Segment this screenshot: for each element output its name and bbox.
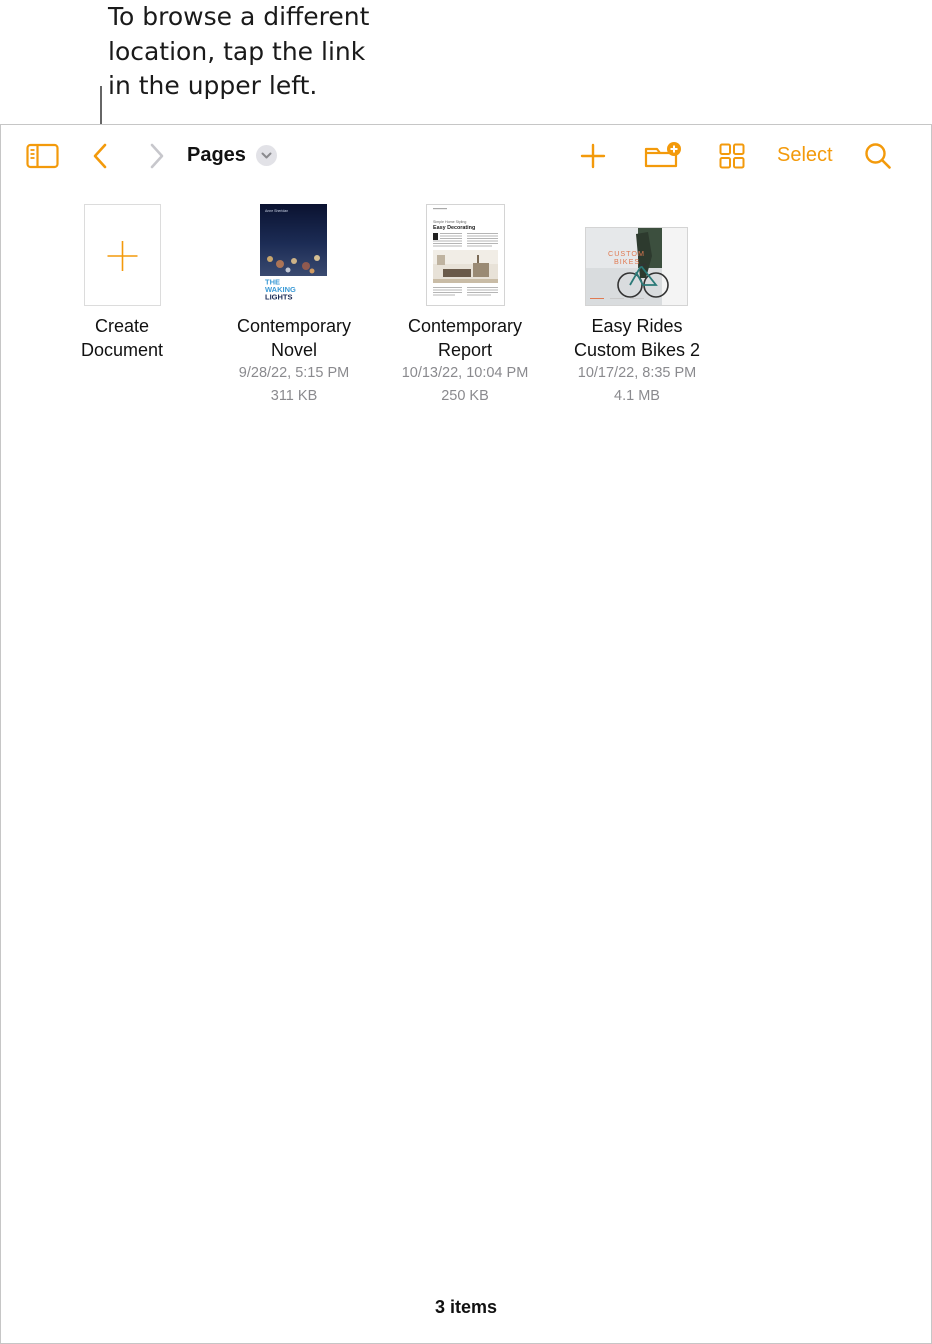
document-size: 250 KB bbox=[441, 387, 489, 404]
novel-author: Anne Sheridan bbox=[265, 209, 289, 213]
search-icon[interactable] bbox=[864, 142, 892, 170]
plus-icon[interactable] bbox=[580, 143, 606, 169]
back-chevron-icon[interactable] bbox=[90, 142, 110, 170]
document-meta bbox=[214, 362, 374, 407]
document-size: 4.1 MB bbox=[614, 387, 660, 404]
doc-name-line: Contemporary bbox=[407, 316, 523, 336]
document-name[interactable] bbox=[385, 314, 545, 362]
document-name[interactable] bbox=[557, 314, 717, 362]
document-date: 10/13/22, 10:04 PM bbox=[401, 365, 529, 381]
document-size: 311 KB bbox=[270, 387, 318, 404]
document-thumbnail-easy-rides-custom-bikes[interactable] bbox=[585, 227, 688, 306]
document-thumbnail-contemporary-report[interactable] bbox=[426, 204, 505, 306]
document-browser bbox=[0, 124, 932, 1344]
novel-title-line: LIGHTS bbox=[265, 292, 293, 302]
callout-text bbox=[108, 0, 448, 104]
doc-name-line: Novel bbox=[270, 340, 318, 360]
item-count: 3 items bbox=[434, 1297, 498, 1317]
create-document-label[interactable] bbox=[52, 314, 192, 362]
doc-name-line: Create bbox=[94, 316, 150, 336]
plus-icon bbox=[85, 205, 160, 305]
report-title: Easy Decorating bbox=[433, 225, 476, 231]
report-page-image bbox=[427, 205, 504, 305]
document-date: 9/28/22, 5:15 PM bbox=[238, 365, 350, 381]
location-title[interactable]: Pages bbox=[187, 144, 246, 166]
location-menu-button[interactable] bbox=[256, 145, 277, 166]
document-meta bbox=[385, 362, 545, 407]
doc-name-line: Document bbox=[80, 340, 164, 360]
sidebar-icon[interactable] bbox=[26, 143, 59, 169]
document-thumbnail-contemporary-novel[interactable] bbox=[260, 204, 327, 305]
doc-name-line: Easy Rides bbox=[591, 316, 683, 336]
callout-line: in the upper left. bbox=[108, 71, 318, 100]
bikes-title-line: CUSTOM bbox=[608, 249, 646, 258]
callout-line: To browse a different bbox=[108, 2, 370, 31]
document-meta bbox=[557, 362, 717, 407]
new-folder-icon[interactable] bbox=[643, 141, 683, 169]
doc-name-line: Contemporary bbox=[236, 316, 352, 336]
report-kicker: Simple Home Styling bbox=[433, 220, 467, 224]
callout-line: location, tap the link bbox=[108, 36, 366, 66]
bikes-title-line: BIKES bbox=[614, 257, 641, 266]
novel-title-line: THE bbox=[265, 277, 280, 287]
novel-title-line: WAKING bbox=[265, 285, 296, 294]
select-button[interactable]: Select bbox=[777, 144, 833, 166]
grid-icon[interactable] bbox=[719, 143, 745, 169]
novel-cover-image bbox=[260, 204, 327, 305]
forward-chevron-icon bbox=[147, 142, 167, 170]
doc-name-line: Custom Bikes 2 bbox=[573, 340, 701, 360]
document-date: 10/17/22, 8:35 PM bbox=[577, 365, 697, 381]
chevron-down-icon bbox=[256, 145, 277, 166]
document-name[interactable] bbox=[214, 314, 374, 362]
bikes-cover-image bbox=[586, 228, 687, 305]
create-document-button[interactable] bbox=[84, 204, 161, 306]
doc-name-line: Report bbox=[437, 340, 493, 360]
